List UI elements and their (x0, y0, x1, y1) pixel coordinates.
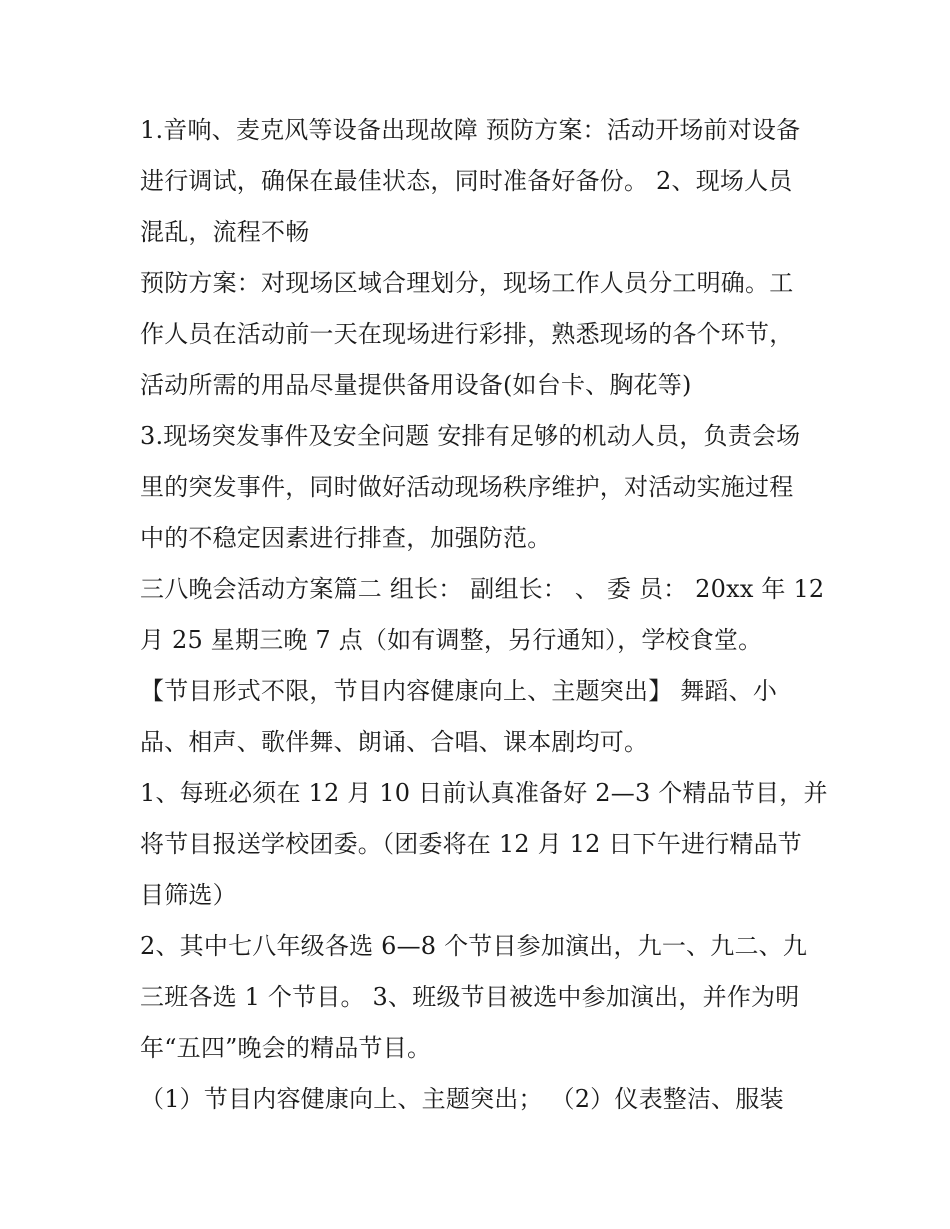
text-line: 三八晚会活动方案篇二 组长： 副组长： 、 委 员： 20xx 年 12 (140, 575, 825, 603)
text-line: 里的突发事件，同时做好活动现场秩序维护，对活动实施过程 (140, 473, 794, 501)
text-line: 活动所需的用品尽量提供备用设备(如台卡、胸花等) (140, 371, 692, 399)
text-line: 月 25 星期三晚 7 点（如有调整，另行通知），学校食堂。 (140, 626, 763, 654)
text-line: 品、相声、歌伴舞、朗诵、合唱、课本剧均可。 (140, 728, 649, 756)
text-line: （1）节目内容健康向上、主题突出； （2）仪表整洁、服装 (140, 1085, 784, 1113)
text-line: 作人员在活动前一天在现场进行彩排，熟悉现场的各个环节， (140, 320, 794, 348)
text-line: 3.现场突发事件及安全问题 安排有足够的机动人员，负责会场 (140, 422, 801, 450)
text-line: 【节目形式不限，节目内容健康向上、主题突出】 舞蹈、小 (140, 677, 778, 705)
text-line: 混乱，流程不畅 (140, 218, 310, 246)
text-line: 2、其中七八年级各选 6—8 个节目参加演出，九一、九二、九 (140, 932, 808, 960)
text-line: 预防方案：对现场区域合理划分，现场工作人员分工明确。工 (140, 269, 794, 297)
text-line: 进行调试，确保在最佳状态，同时准备好备份。 2、现场人员 (140, 167, 793, 195)
text-line: 中的不稳定因素进行排查，加强防范。 (140, 524, 552, 552)
text-line: 将节目报送学校团委。（团委将在 12 月 12 日下午进行精品节 (140, 830, 802, 858)
text-line: 三班各选 1 个节目。 3、班级节目被选中参加演出，并作为明 (140, 983, 800, 1011)
text-line: 目筛选） (140, 881, 237, 909)
text-line: 1.音响、麦克风等设备出现故障 预防方案：活动开场前对设备 (140, 116, 801, 144)
text-line: 1、每班必须在 12 月 10 日前认真准备好 2—3 个精品节目，并 (140, 779, 828, 807)
text-line: 年“五四”晚会的精品节目。 (140, 1034, 432, 1062)
